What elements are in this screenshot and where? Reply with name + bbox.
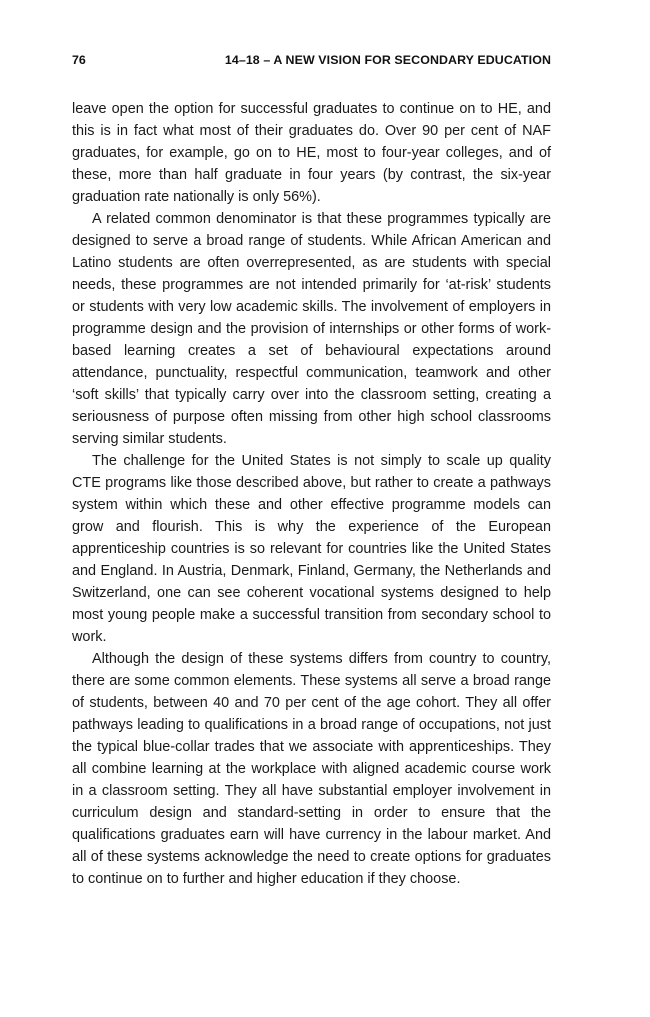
paragraph: The challenge for the United States is not simply to scale up quality CTE programs like those described above, but rather to create a pathways system within which these and other effective programme models can grow and flourish. This is why the experience of the European apprenticeship countries is so relevant for countries like the United States and England. In Austria, Denmark, Finland, Germany, the Netherlands and Switzerland, one can see coherent vocational systems designed to help most young people make a successful transition from secondary school to work. xyxy=(72,453,551,645)
paragraph: Although the design of these systems differs from country to country, there are some common elements. These systems all serve a broad range of students, between 40 and 70 per cent of the age cohort. They all offer pathways leading to qualifications in a broad range of occupations, not just the typical blue-collar trades that we associate with apprenticeships. They all combine learning at the workplace with aligned academic course work in a classroom setting. They all have substantial employer involvement in curriculum design and standard-setting in order to ensure that the qualifications graduates earn will have currency in the labour market. And all of these systems acknowledge the need to create options for graduates to continue on to further and higher education if they choose. xyxy=(72,651,551,887)
page-number: 76 xyxy=(72,53,86,67)
paragraph: leave open the option for successful graduates to continue on to HE, and this is in fact what most of their graduates do. Over 90 per cent of NAF graduates, for example, go on to HE, most to four-year colleges, and of these, more than half graduate in four years (by contrast, the six-year graduation rate nationally is only 56%). xyxy=(72,101,551,205)
paragraph: A related common denominator is that these programmes typically are designed to serve a broad range of students. While African American and Latino students are often overrepresented, as are students with special needs, these programmes are not intended primarily for ‘at-risk’ students or students with very low academic skills. The involvement of employers in programme design and the provision of internships or other forms of work-based learning creates a set of behavioural expectations around attendance, punctuality, respectful communication, teamwork and other ‘soft skills’ that typically carry over into the classroom setting, creating a seriousness of purpose often missing from other high school classrooms serving similar students. xyxy=(72,211,551,447)
running-title: 14–18 – A NEW VISION FOR SECONDARY EDUCATION xyxy=(224,53,551,67)
running-head xyxy=(72,53,551,69)
body-text xyxy=(72,98,551,890)
